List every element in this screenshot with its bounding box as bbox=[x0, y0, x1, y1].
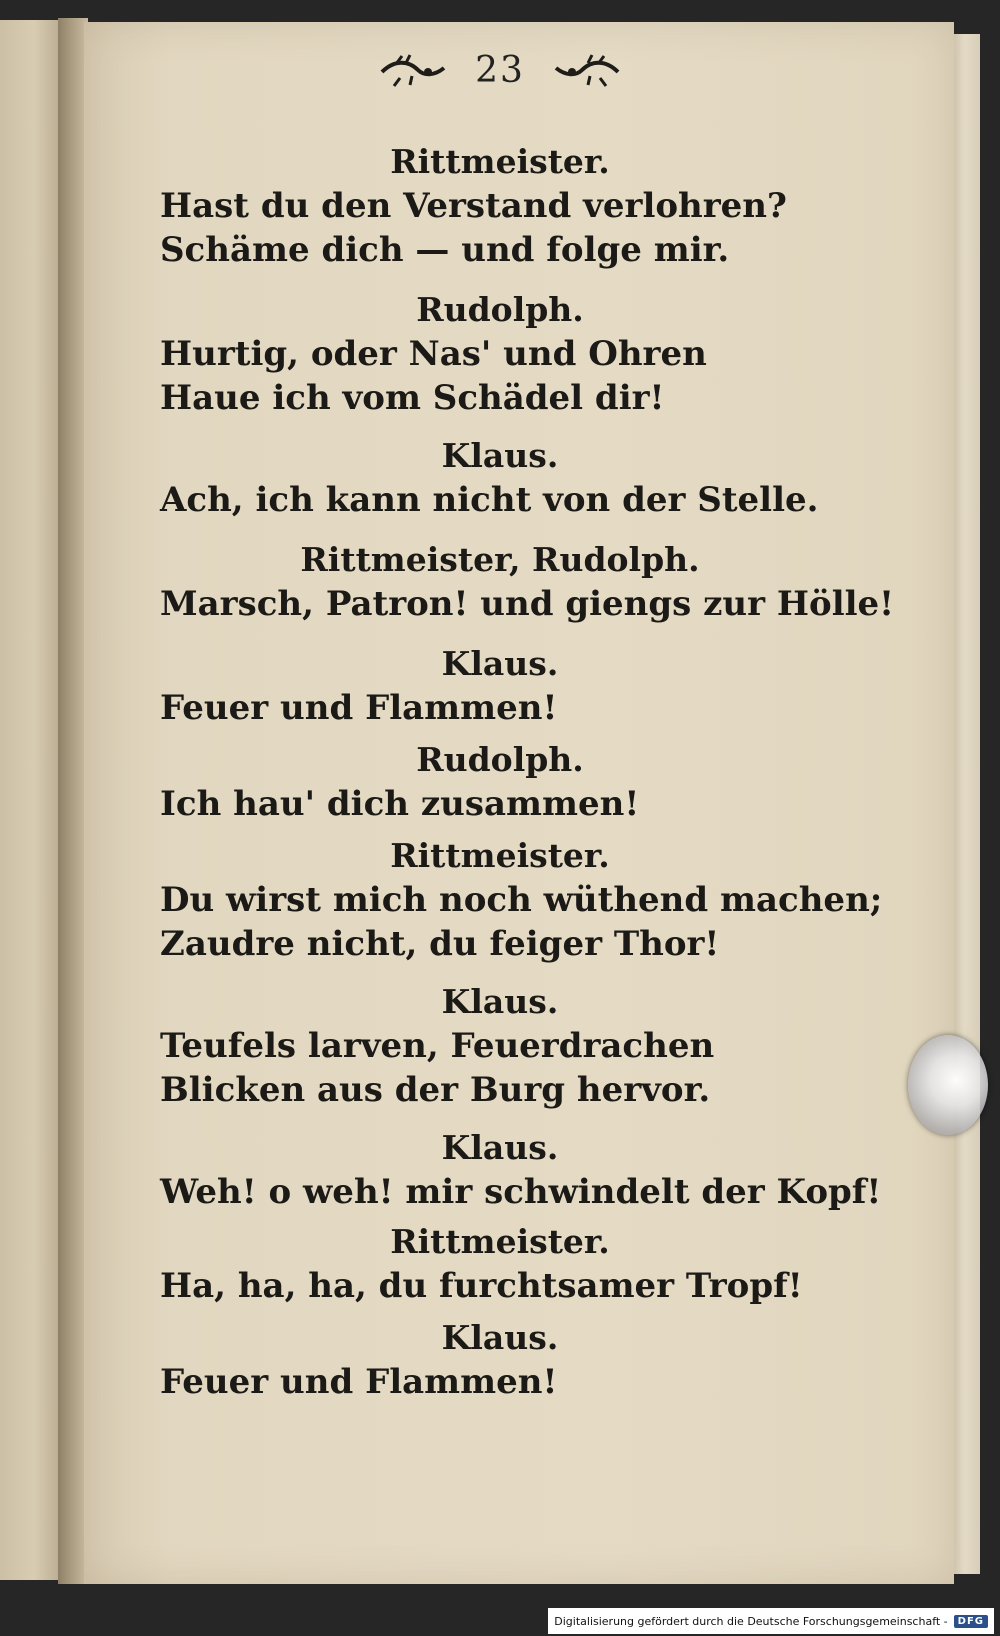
verse-line: Weh! o weh! mir schwindelt der Kopf! bbox=[160, 1172, 882, 1212]
verse-line: Feuer und Flammen! bbox=[160, 1362, 558, 1402]
speaker-name: Klaus. bbox=[441, 1318, 559, 1357]
dfg-logo: DFG bbox=[954, 1615, 988, 1628]
verse-line: Ach, ich kann nicht von der Stelle. bbox=[160, 480, 819, 520]
page-clip bbox=[908, 1035, 988, 1135]
verse-line: Feuer und Flammen! bbox=[160, 688, 558, 728]
speaker-name: Rudolph. bbox=[416, 290, 584, 329]
speaker-name: Rudolph. bbox=[416, 740, 584, 779]
verse-line: Marsch, Patron! und giengs zur Hölle! bbox=[160, 584, 895, 624]
verse-line: Ich hau' dich zusammen! bbox=[160, 784, 640, 824]
verse-line: Schäme dich — und folge mir. bbox=[160, 230, 730, 270]
speaker-name: Klaus. bbox=[441, 436, 559, 475]
page-number: 23 bbox=[475, 50, 525, 91]
page-header bbox=[0, 50, 1000, 91]
digitization-credit bbox=[548, 1608, 994, 1634]
verse-line: Hurtig, oder Nas' und Ohren bbox=[160, 334, 707, 374]
right-ornament-icon bbox=[552, 54, 622, 88]
verse-line: Hast du den Verstand verlohren? bbox=[160, 186, 787, 226]
speaker-name: Rittmeister. bbox=[390, 1222, 610, 1261]
verse-line: Du wirst mich noch wüthend machen; bbox=[160, 880, 883, 920]
speaker-name: Rittmeister, Rudolph. bbox=[300, 540, 700, 579]
speaker-name: Rittmeister. bbox=[390, 142, 610, 181]
speaker-name: Klaus. bbox=[441, 644, 559, 683]
speaker-name: Klaus. bbox=[441, 982, 559, 1021]
speaker-name: Klaus. bbox=[441, 1128, 559, 1167]
verse-line: Ha, ha, ha, du furchtsamer Tropf! bbox=[160, 1266, 803, 1306]
verse-line: Teufels larven, Feuerdrachen bbox=[160, 1026, 715, 1066]
verse-line: Blicken aus der Burg hervor. bbox=[160, 1070, 711, 1110]
left-ornament-icon bbox=[378, 54, 448, 88]
verse-line: Zaudre nicht, du feiger Thor! bbox=[160, 924, 720, 964]
speaker-name: Rittmeister. bbox=[390, 836, 610, 875]
credit-text: Digitalisierung gefördert durch die Deutsche Forschungsgemeinschaft - bbox=[554, 1614, 948, 1628]
verse-line: Haue ich vom Schädel dir! bbox=[160, 378, 665, 418]
